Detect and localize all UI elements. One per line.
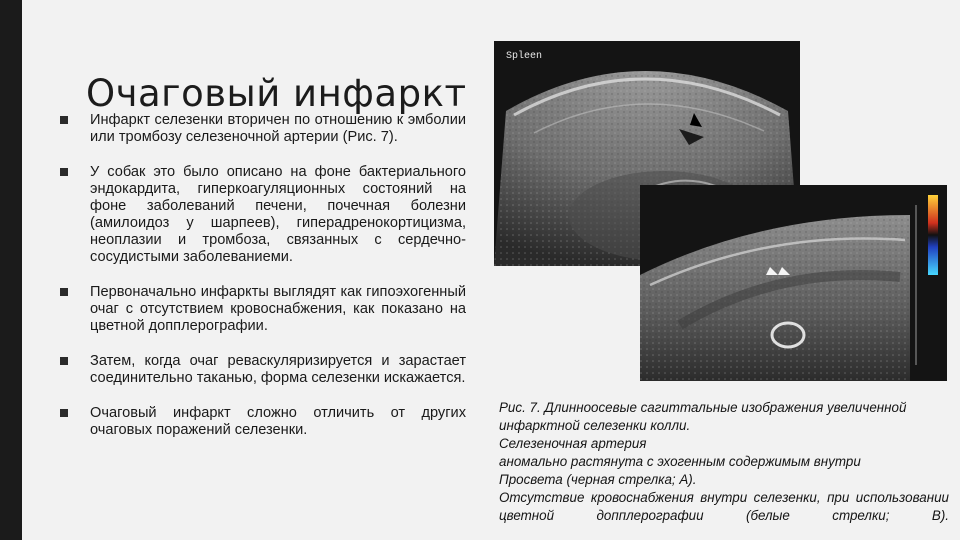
caption-line: Отсутствие кровоснабжения внутри селезенки, при использовании цветной допплерографии (белые стрелки; B). [499,490,949,523]
bullet-item [60,164,466,266]
ultrasound-label: Spleen [506,51,543,62]
bullet-list [60,112,466,457]
bullet-item [60,353,466,387]
square-bullet-icon [60,168,68,176]
bullet-text: Очаговый инфаркт сложно отличить от других очаговых поражений селезенки. [90,405,466,438]
caption-line: Селезеночная артерия [499,436,647,451]
bullet-item [60,112,466,146]
caption-line: аномально растянута с эхогенным содержимым внутри [499,454,861,469]
bullet-text: Первоначально инфаркты выглядят как гипоэхогенный очаг с отсутствием кровоснабжения, как показано на цветной допплерографии. [90,284,466,334]
bullet-item [60,405,466,439]
ultrasound-image-b [640,185,947,381]
square-bullet-icon [60,288,68,296]
left-accent-bar [0,0,22,540]
bullet-text: У собак это было описано на фоне бактериального эндокардита, гиперкоагуляционных состояний на фоне заболеваний печени, почечная болезни (амилоидоз у шарпеев), гиперадренокортицизма, неоплазии и тромбоза, связанных с сердечно-сосудистыми заболеваниеми. [90,164,466,265]
square-bullet-icon [60,357,68,365]
bullet-item [60,284,466,335]
square-bullet-icon [60,409,68,417]
bullet-text: Затем, когда очаг реваскуляризируется и зарастает соединительно таканью, форма селезенки искажается. [90,353,466,386]
caption-line: Просвета (черная стрелка; A). [499,472,697,487]
caption-line: Рис. 7. Длинноосевые сагиттальные изображения увеличенной инфарктной селезенки колли. [499,400,907,433]
figure-caption [499,399,949,525]
bullet-text: Инфаркт селезенки вторичен по отношению к эмболии или тромбозу селезеночной артерии (Рис. 7). [90,112,466,145]
slide-title: Очаговый инфаркт [86,71,467,115]
ultrasound-b-graphic [640,185,947,381]
square-bullet-icon [60,116,68,124]
